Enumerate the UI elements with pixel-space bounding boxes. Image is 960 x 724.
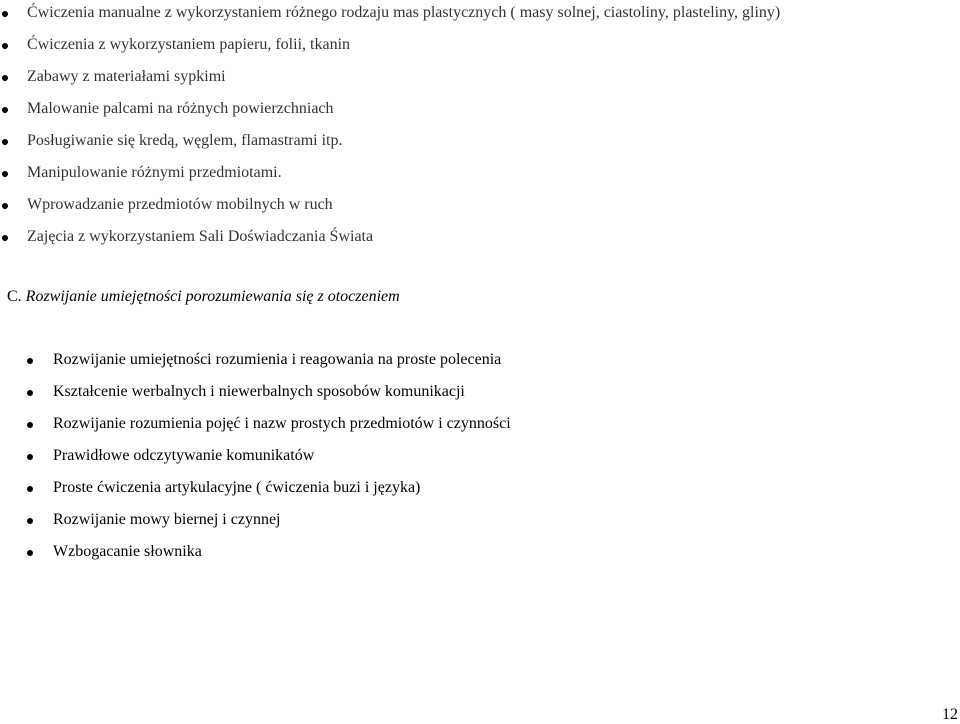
list-item-text: Kształcenie werbalnych i niewerbalnych sposobów komunikacji [53,383,465,400]
list-item-text: Malowanie palcami na różnych powierzchniach [27,100,334,117]
list-item-text: Manipulowanie różnymi przedmiotami. [27,164,282,181]
list-item-text: Proste ćwiczenia artykulacyjne ( ćwiczenia buzi i języka) [53,479,421,496]
list-item-text: Rozwijanie umiejętności rozumienia i reagowania na proste polecenia [53,351,502,368]
bullet-icon [27,454,33,460]
bullet-icon [2,75,8,81]
list-item-text: Zajęcia z wykorzystaniem Sali Doświadczania Świata [27,228,374,245]
section-letter: C. [7,288,22,305]
page-number: 12 [942,706,958,723]
list-item-text: Prawidłowe odczytywanie komunikatów [53,447,315,464]
list-item-text: Wzbogacanie słownika [53,543,202,560]
bullet-icon [2,43,8,49]
list-item-text: Ćwiczenia manualne z wykorzystaniem różnego rodzaju mas plastycznych ( masy solnej, ciastoliny, plasteliny, gliny) [27,4,781,21]
bullet-icon [2,11,8,17]
bullet-icon [2,235,8,241]
bullet-icon [27,486,33,492]
list-item-text: Rozwijanie rozumienia pojęć i nazw prostych przedmiotów i czynności [53,415,511,432]
bullet-icon [27,518,33,524]
bullet-icon [27,422,33,428]
bullet-icon [2,139,8,145]
list-item-text: Ćwiczenia z wykorzystaniem papieru, folii, tkanin [27,36,351,53]
section-title: Rozwijanie umiejętności porozumiewania się z otoczeniem [25,288,400,305]
bullet-icon [27,358,33,364]
list-item-text: Wprowadzanie przedmiotów mobilnych w ruch [27,196,333,213]
list-item-text: Rozwijanie mowy biernej i czynnej [53,511,281,528]
bullet-icon [2,203,8,209]
bullet-icon [27,390,33,396]
section-heading [7,287,400,307]
bullet-icon [27,550,33,556]
list-item-text: Posługiwanie się kredą, węglem, flamastrami itp. [27,132,343,149]
list-item-text: Zabawy z materiałami sypkimi [27,68,226,85]
bullet-icon [2,171,8,177]
bullet-icon [2,107,8,113]
